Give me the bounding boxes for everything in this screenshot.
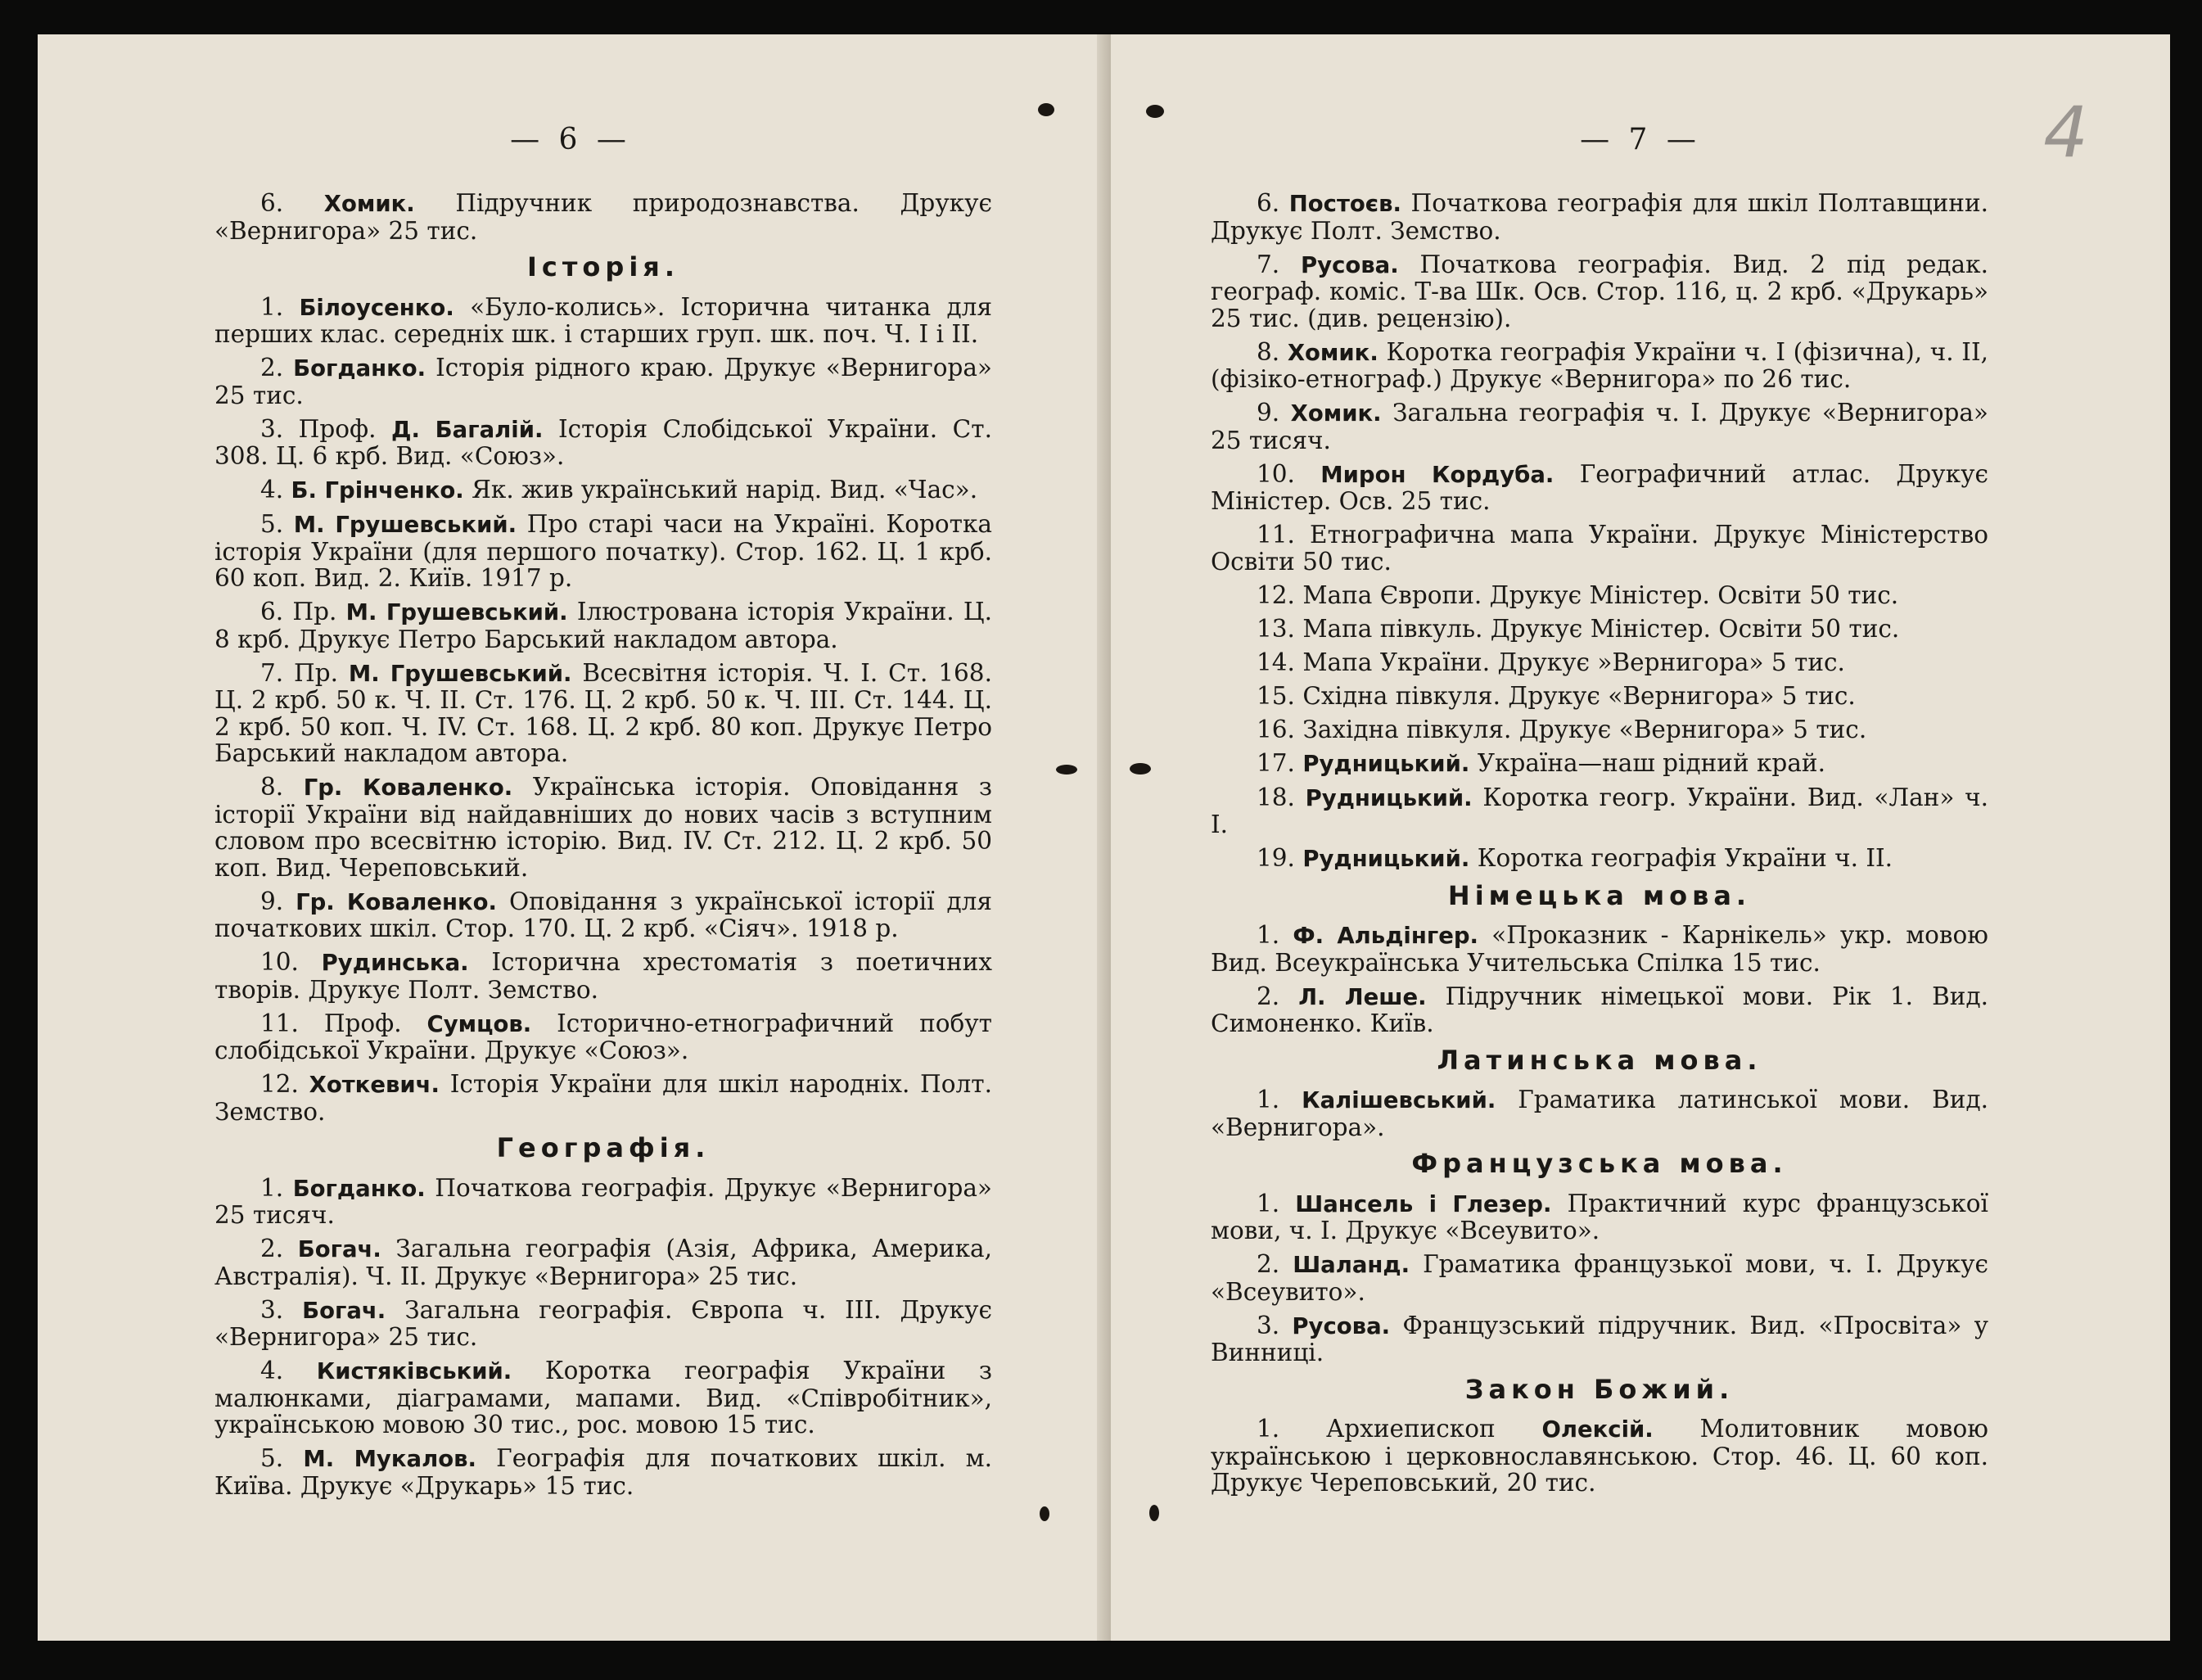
item-number: 6. bbox=[1257, 189, 1280, 217]
item-author: Б. Грінченко. bbox=[291, 477, 464, 504]
item-description: Мапа півкуль. Друкує Міністер. Освіти 50 тис. bbox=[1302, 614, 1900, 643]
list-item bbox=[1211, 190, 1988, 244]
list-item bbox=[1211, 582, 1988, 609]
item-author: Хомик. bbox=[1290, 400, 1382, 427]
list-item bbox=[1211, 922, 1988, 976]
item-author: Рудинська. bbox=[321, 950, 469, 976]
item-description: Україна—наш рідний край. bbox=[1477, 748, 1825, 777]
item-description: Мапа Європи. Друкує Міністер. Освіти 50 тис. bbox=[1302, 580, 1899, 609]
item-description: Загальна географія (Азія, Африка, Америка, Австралія). Ч. II. Друкує «Вернигора» 25 тис. bbox=[214, 1235, 992, 1290]
item-author: Д. Багалій. bbox=[391, 416, 544, 443]
list-item bbox=[1211, 716, 1988, 743]
item-number: 12. bbox=[1257, 580, 1295, 609]
item-description: Українська історія. Оповідання з історії України від найдавніших до нових часів з вступним словом про всесвітню історію. Вид. IV. Ст. 212. Ц. 2 крб. 50 коп. Вид. Череповський. bbox=[214, 773, 992, 882]
item-number: 2. bbox=[1257, 1250, 1280, 1278]
item-author: Ф. Альдінгер. bbox=[1293, 923, 1478, 949]
item-number: 1. bbox=[1257, 921, 1280, 949]
item-description: Підручник природознавства. Друкує «Вернигора» 25 тис. bbox=[214, 189, 992, 245]
item-author: Хоткевич. bbox=[309, 1072, 440, 1098]
item-number: 8. bbox=[260, 773, 284, 801]
item-author: Рудницький. bbox=[1302, 846, 1470, 872]
page-number: — 7 — bbox=[1580, 123, 1701, 156]
item-description: Молитовник мовою українською і церковнославянською. Стор. 46. Ц. 60 коп. Друкує Череповський, 20 тис. bbox=[1211, 1415, 1988, 1497]
list-item bbox=[1211, 649, 1988, 676]
item-author: Богданко. bbox=[293, 355, 426, 382]
item-description: «Проказник - Карнікель» укр. мовою Вид. Всеукраїнська Учительська Спілка 15 тис. bbox=[1211, 921, 1988, 977]
item-author: Рудницький. bbox=[1305, 784, 1473, 811]
item-description: Загальна географія ч. I. Друкує «Вернигора» 25 тисяч. bbox=[1211, 399, 1988, 454]
list-item bbox=[214, 949, 992, 1003]
list-item bbox=[1211, 616, 1988, 643]
list-item bbox=[1211, 461, 1988, 515]
item-description: Французський підручник. Вид. «Просвіта» у Винниці. bbox=[1211, 1311, 1988, 1366]
list-item bbox=[214, 1235, 992, 1289]
item-description: Мапа України. Друкує »Вернигора» 5 тис. bbox=[1302, 648, 1845, 676]
item-author: Русова. bbox=[1292, 1312, 1391, 1339]
item-number: 5. bbox=[260, 510, 284, 538]
item-title-prefix: Пр. bbox=[294, 658, 339, 687]
list-item bbox=[214, 355, 992, 409]
item-description: Практичний курс французської мови, ч. I. Друкує «Всеувито». bbox=[1211, 1189, 1988, 1244]
item-author: Русова. bbox=[1301, 251, 1399, 278]
list-item bbox=[1211, 983, 1988, 1037]
section-heading: Закон Божий. bbox=[1464, 1373, 1735, 1405]
item-number: 19. bbox=[1257, 844, 1295, 872]
item-description: Початкова географія. Вид. 2 під редак. географ. коміс. Т-ва Шк. Осв. Стор. 116, ц. 2 крб. «Друкарь» 25 тис. (див. рецензію). bbox=[1211, 250, 1988, 332]
item-number: 6. bbox=[260, 189, 284, 217]
item-description: Історично-етнографичний побут слобідської України. Друкує «Союз». bbox=[214, 1009, 992, 1064]
list-item bbox=[214, 476, 992, 504]
binding-hole bbox=[1130, 763, 1151, 775]
item-number: 4. bbox=[260, 1357, 284, 1384]
list-item bbox=[214, 190, 992, 244]
item-description: Географія для початкових шкіл. м. Київа. Друкує «Друкарь» 15 тис. bbox=[214, 1444, 992, 1500]
left-page bbox=[38, 34, 1103, 1641]
item-author: Хомик. bbox=[1287, 339, 1379, 366]
item-author: Калішевський. bbox=[1302, 1087, 1496, 1113]
item-number: 3. bbox=[260, 414, 284, 443]
item-author: Шансель і Глезер. bbox=[1295, 1190, 1552, 1217]
item-number: 2. bbox=[1257, 982, 1280, 1010]
item-number: 1. bbox=[260, 1173, 284, 1202]
item-author: Л. Леше. bbox=[1298, 983, 1427, 1010]
list-item bbox=[1211, 683, 1988, 710]
item-number: 1. bbox=[260, 292, 284, 321]
item-number: 2. bbox=[260, 1235, 284, 1262]
list-item bbox=[1211, 1086, 1988, 1140]
item-number: 1. bbox=[1257, 1415, 1280, 1443]
list-item bbox=[214, 1357, 992, 1438]
item-description: Східна півкуля. Друкує «Вернигора» 5 тис. bbox=[1302, 681, 1856, 710]
item-number: 3. bbox=[1257, 1311, 1280, 1339]
item-number: 16. bbox=[1257, 715, 1295, 743]
binding-hole bbox=[1038, 103, 1054, 116]
item-description: Коротка географія України з малюнками, діаграмами, мапами. Вид. «Співробітник», українською мовою 30 тис., рос. мовою 15 тис. bbox=[214, 1357, 992, 1438]
item-author: Мирон Кордуба. bbox=[1320, 461, 1554, 488]
item-author: Богданко. bbox=[292, 1175, 426, 1202]
item-title-prefix: Пр. bbox=[292, 598, 337, 625]
item-author: Богач. bbox=[297, 1236, 381, 1262]
item-description: «Було-колись». Історична читанка для перших клас. середніх шк. і старших груп. шк. поч. Ч. I і II. bbox=[214, 292, 992, 348]
list-item bbox=[1211, 522, 1988, 575]
list-item bbox=[1211, 1190, 1988, 1244]
item-description: Західна півкуля. Друкує «Вернигора» 5 тис. bbox=[1302, 715, 1867, 743]
item-author: М. Грушевський. bbox=[345, 599, 568, 625]
binding-hole bbox=[1040, 1506, 1049, 1521]
item-author: Шаланд. bbox=[1293, 1252, 1410, 1278]
section-heading: Історія. bbox=[527, 251, 679, 282]
item-number: 10. bbox=[1257, 459, 1295, 488]
list-item bbox=[214, 416, 992, 470]
item-number: 7. bbox=[260, 658, 284, 687]
item-description: Початкова географія. Друкує «Вернигора» 25 тисяч. bbox=[214, 1173, 992, 1229]
item-description: Початкова географія для шкіл Полтавщини. Друкує Полт. Земство. bbox=[1211, 189, 1988, 245]
item-number: 9. bbox=[1257, 399, 1280, 427]
list-item bbox=[1211, 339, 1988, 393]
list-item bbox=[214, 660, 992, 767]
item-number: 11. bbox=[260, 1009, 299, 1037]
item-author: Олексій. bbox=[1541, 1416, 1654, 1443]
item-number: 14. bbox=[1257, 648, 1295, 676]
item-author: Рудницький. bbox=[1302, 750, 1470, 777]
item-number: 7. bbox=[1257, 250, 1280, 278]
item-description: Ілюстрована історія України. Ц. 8 крб. Друкує Петро Барський накладом автора. bbox=[214, 598, 992, 653]
item-description: Географичний атлас. Друкує Міністер. Осв. 25 тис. bbox=[1211, 459, 1988, 515]
right-page bbox=[1111, 34, 2170, 1641]
section-heading: Французська мова. bbox=[1411, 1148, 1788, 1179]
page-number: — 6 — bbox=[510, 123, 631, 156]
item-number: 1. bbox=[1257, 1086, 1280, 1113]
item-description: Коротка географія України ч. I (фізична), ч. II, (фізіко-етнограф.) Друкує «Вернигора» по 26 тис. bbox=[1211, 337, 1988, 393]
handwritten-mark: 4 bbox=[2043, 92, 2088, 174]
list-item bbox=[1211, 784, 1988, 838]
list-item bbox=[214, 774, 992, 881]
list-item bbox=[214, 1445, 992, 1499]
item-description: Історична хрестоматія з поетичних творів. Друкує Полт. Земство. bbox=[214, 948, 992, 1004]
section-heading: Німецька мова. bbox=[1447, 879, 1752, 911]
item-number: 11. bbox=[1257, 521, 1295, 549]
item-description: Всесвітня історія. Ч. I. Ст. 168. Ц. 2 крб. 50 к. Ч. II. Ст. 176. Ц. 2 крб. 50 к. Ч. III. Ст. 144. Ц. 2 крб. 50 коп. Ч. IV. Ст. 168. Ц. 2 крб. 80 коп. Друкує Петро Барський накладом автора. bbox=[214, 658, 992, 767]
item-author: Сумцов. bbox=[426, 1010, 532, 1037]
list-item bbox=[1211, 1312, 1988, 1366]
item-title-prefix: Проф. bbox=[298, 414, 377, 443]
item-number: 6. bbox=[260, 598, 284, 625]
list-item bbox=[1211, 845, 1988, 873]
item-number: 4. bbox=[260, 476, 284, 504]
binding-hole bbox=[1056, 765, 1077, 775]
list-item bbox=[1211, 750, 1988, 778]
item-title-prefix: Архиепископ bbox=[1325, 1415, 1496, 1443]
item-number: 12. bbox=[260, 1070, 299, 1098]
binding-hole bbox=[1149, 1505, 1159, 1521]
item-number: 5. bbox=[260, 1444, 284, 1472]
item-description: Граматика французької мови, ч. I. Друкує «Всеувито». bbox=[1211, 1250, 1988, 1306]
list-item bbox=[214, 1010, 992, 1064]
left-page-text bbox=[214, 190, 992, 1506]
item-number: 18. bbox=[1257, 783, 1295, 811]
item-number: 10. bbox=[260, 948, 299, 976]
item-author: Гр. Коваленко. bbox=[303, 775, 513, 801]
item-description: Історія України для шкіл народніх. Полт. Земство. bbox=[214, 1070, 992, 1126]
list-item bbox=[1211, 251, 1988, 332]
item-number: 3. bbox=[260, 1295, 284, 1324]
section-heading: Латинська мова. bbox=[1437, 1044, 1762, 1076]
item-number: 9. bbox=[260, 887, 284, 915]
item-number: 15. bbox=[1257, 681, 1295, 710]
list-item bbox=[214, 1175, 992, 1229]
item-author: М. Грушевський. bbox=[293, 512, 517, 538]
item-description: Коротка географія України ч. II. bbox=[1477, 844, 1893, 872]
list-item bbox=[1211, 400, 1988, 454]
item-description: Граматика латинської мови. Вид. «Вернигора». bbox=[1211, 1086, 1988, 1141]
item-author: Хомик. bbox=[323, 191, 415, 217]
item-author: Богач. bbox=[302, 1297, 386, 1324]
list-item bbox=[214, 888, 992, 942]
item-number: 13. bbox=[1257, 614, 1295, 643]
item-description: Про старі часи на Україні. Коротка історія України (для першого початку). Стор. 162. Ц. 1 крб. 60 коп. Вид. 2. Київ. 1917 р. bbox=[214, 510, 992, 592]
list-item bbox=[214, 598, 992, 653]
item-description: Історія Слобідської України. Ст. 308. Ц. 6 крб. Вид. «Союз». bbox=[214, 414, 992, 470]
list-item bbox=[214, 1297, 992, 1351]
item-number: 17. bbox=[1257, 748, 1295, 777]
right-page-text bbox=[1211, 190, 1988, 1503]
list-item bbox=[214, 1071, 992, 1125]
item-number: 1. bbox=[1257, 1189, 1280, 1217]
list-item bbox=[214, 294, 992, 348]
item-author: М. Грушевський. bbox=[348, 660, 572, 687]
item-author: Кистяківський. bbox=[316, 1358, 512, 1384]
item-description: Коротка геогр. України. Вид. «Лан» ч. I. bbox=[1211, 783, 1988, 838]
item-title-prefix: Проф. bbox=[323, 1009, 402, 1037]
item-number: 8. bbox=[1257, 337, 1280, 366]
item-author: Постоєв. bbox=[1288, 191, 1401, 217]
item-description: Оповідання з української історії для початкових шкіл. Стор. 170. Ц. 2 крб. «Сіяч». 1918 р. bbox=[214, 887, 992, 942]
item-description: Як. жив український нарід. Вид. «Час». bbox=[472, 476, 978, 504]
item-number: 2. bbox=[260, 354, 284, 382]
item-author: М. Мукалов. bbox=[303, 1446, 476, 1472]
binding-hole bbox=[1146, 105, 1164, 118]
item-description: Етнографична мапа України. Друкує Міністерство Освіти 50 тис. bbox=[1211, 521, 1988, 576]
list-item bbox=[1211, 1251, 1988, 1305]
item-description: Загальна географія. Європа ч. III. Друкує «Вернигора» 25 тис. bbox=[214, 1295, 992, 1351]
item-author: Білоусенко. bbox=[299, 294, 454, 321]
item-description: Історія рідного краю. Друкує «Вернигора» 25 тис. bbox=[214, 354, 992, 409]
item-author: Гр. Коваленко. bbox=[296, 888, 498, 915]
list-item bbox=[1211, 1416, 1988, 1497]
item-description: Підручник німецької мови. Рік 1. Вид. Симоненко. Київ. bbox=[1211, 982, 1988, 1037]
section-heading: Географія. bbox=[496, 1132, 711, 1163]
list-item bbox=[214, 511, 992, 592]
